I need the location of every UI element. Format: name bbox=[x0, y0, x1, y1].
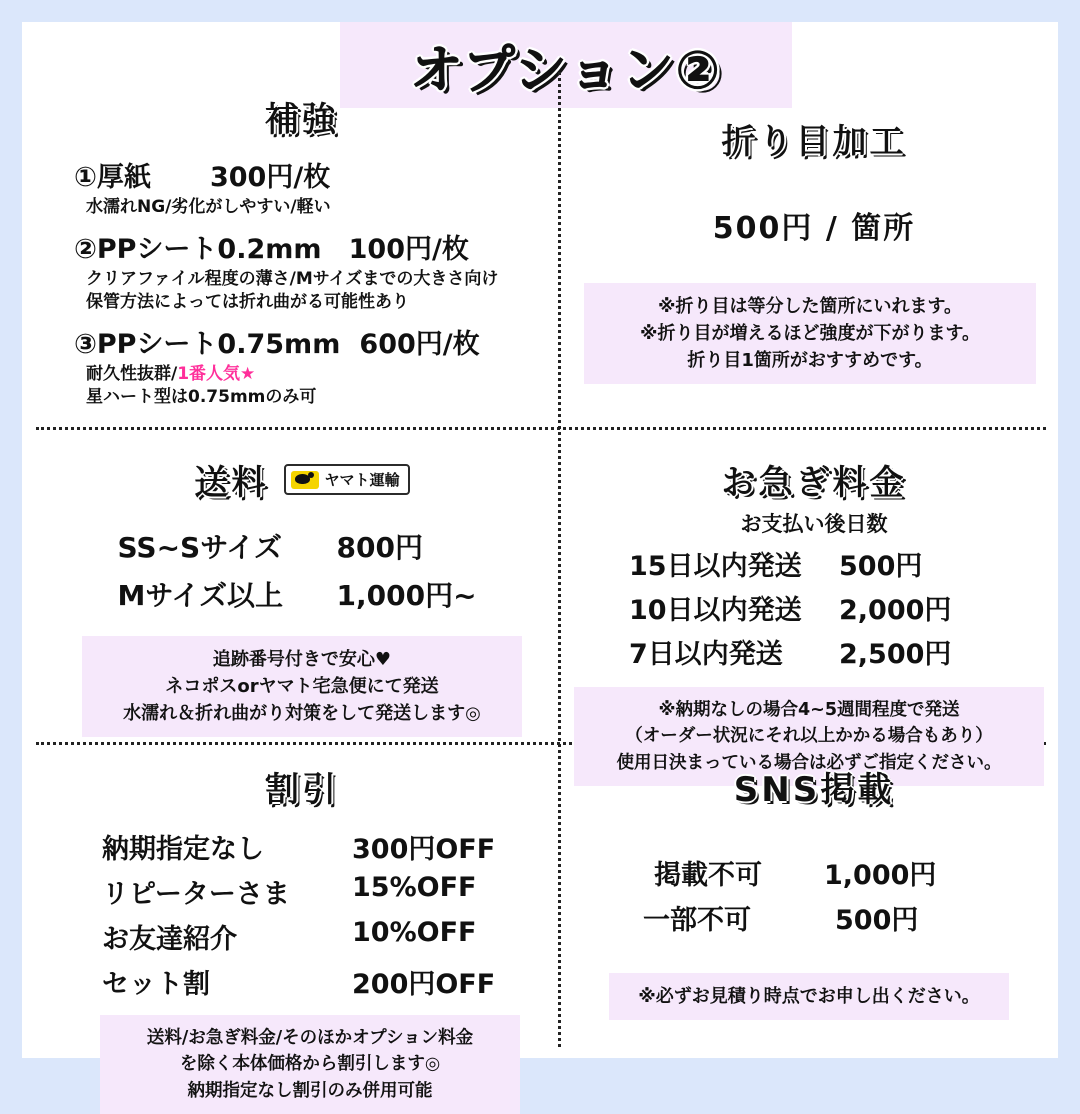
table-row bbox=[102, 917, 552, 956]
discount-label-2: リピーターさま bbox=[102, 879, 290, 910]
rush-label-3: 7日以内発送 bbox=[629, 639, 783, 670]
reinforcement-label-1: ①厚紙 bbox=[74, 162, 151, 193]
section-fold-processing bbox=[574, 92, 1054, 422]
section-discount bbox=[52, 750, 552, 1101]
reinforcement-notes-2 bbox=[74, 268, 552, 314]
discount-label-4: セット割 bbox=[102, 969, 210, 1000]
reinforcement-notes-3 bbox=[74, 363, 552, 409]
section-heading-discount: 割引 bbox=[265, 770, 339, 810]
rush-note-2: （オーダー状況にそれ以上かかる場合もあり） bbox=[625, 726, 993, 747]
rush-label-2: 10日以内発送 bbox=[629, 595, 802, 626]
discount-value-1: 300円OFF bbox=[352, 834, 496, 865]
sns-label-2: 一部不可 bbox=[643, 905, 751, 936]
discount-note-3: 納期指定なし割引のみ併用可能 bbox=[187, 1080, 433, 1101]
rush-value-2: 2,000円 bbox=[839, 595, 952, 626]
table-row bbox=[118, 574, 487, 614]
shipping-note-3: 水濡れ＆折れ曲がり対策をして発送します◎ bbox=[123, 703, 481, 724]
table-row bbox=[629, 588, 999, 627]
discount-value-2: 15%OFF bbox=[352, 872, 477, 903]
shipping-value-1: 800円 bbox=[336, 531, 423, 564]
table-row bbox=[654, 853, 974, 892]
popular-badge-text: 1番人気★ bbox=[177, 363, 256, 384]
shipping-label-2: Mサイズ以上 bbox=[117, 579, 284, 612]
vertical-divider bbox=[558, 72, 561, 1047]
section-heading-sns: SNS掲載 bbox=[733, 770, 895, 810]
sns-notes-box bbox=[609, 973, 1009, 1020]
shipping-note-1: 追跡番号付きで安心♥ bbox=[212, 649, 392, 670]
table-row bbox=[102, 827, 552, 866]
rush-value-3: 2,500円 bbox=[839, 639, 952, 670]
shipping-notes-box bbox=[82, 636, 522, 737]
section-reinforcement bbox=[52, 92, 552, 422]
section-rush-fee bbox=[574, 437, 1054, 773]
section-heading-shipping: 送料 bbox=[194, 463, 269, 503]
yamato-badge-label: ヤマト運輸 bbox=[324, 471, 400, 489]
rush-value-1: 500円 bbox=[839, 551, 923, 582]
rush-note-3: 使用日決まっている場合は必ずご指定ください。 bbox=[616, 752, 1002, 773]
fold-note-1: ※折り目は等分した箇所にいれます。 bbox=[657, 296, 963, 317]
sns-value-1: 1,000円 bbox=[824, 860, 937, 891]
discount-value-3: 10%OFF bbox=[352, 917, 477, 948]
section-heading-fold: 折り目加工 bbox=[721, 122, 907, 162]
discount-label-3: お友達紹介 bbox=[102, 924, 237, 955]
section-shipping bbox=[52, 437, 552, 737]
rush-label-1: 15日以内発送 bbox=[629, 551, 802, 582]
sns-rows bbox=[574, 853, 1054, 937]
page-title: オプション② bbox=[410, 40, 722, 101]
horizontal-divider-1 bbox=[36, 427, 1046, 430]
sns-label-1: 掲載不可 bbox=[654, 860, 762, 891]
table-row bbox=[629, 544, 999, 583]
rush-note-1: ※納期なしの場合4~5週間程度で発送 bbox=[658, 700, 960, 720]
section-heading-rush: お急ぎ料金 bbox=[721, 463, 907, 503]
shipping-heading-row bbox=[52, 455, 552, 504]
reinforcement-price-1: 300円/枚 bbox=[209, 162, 331, 193]
cat-icon bbox=[291, 471, 319, 489]
table-row bbox=[629, 632, 999, 671]
flyer-card bbox=[22, 22, 1058, 1101]
table-row bbox=[102, 962, 552, 1001]
reinforcement-note-1: 水濡れNG/劣化がしやすい/軽い bbox=[86, 197, 331, 217]
table-row bbox=[102, 872, 552, 911]
table-row bbox=[643, 898, 985, 937]
discount-notes-box bbox=[100, 1015, 520, 1114]
reinforcement-price-3: 600円/枚 bbox=[359, 328, 480, 360]
reinforcement-note-3a bbox=[86, 363, 552, 386]
sns-value-2: 500円 bbox=[835, 905, 919, 936]
rush-price-rows bbox=[574, 544, 1054, 671]
reinforcement-note-3a-text: 耐久性抜群/ bbox=[86, 363, 178, 384]
reinforcement-list bbox=[52, 155, 552, 409]
shipping-label-1: SS~Sサイズ bbox=[117, 531, 282, 564]
discount-rows bbox=[102, 827, 552, 1001]
discount-value-4: 200円OFF bbox=[352, 969, 496, 1000]
reinforcement-note-2b: 保管方法によっては折れ曲がる可能性あり bbox=[86, 291, 409, 312]
discount-label-1: 納期指定なし bbox=[102, 834, 264, 865]
table-row bbox=[118, 526, 487, 566]
reinforcement-note-2a: クリアファイル程度の薄さ/Mサイズまでの大きさ向け bbox=[86, 268, 499, 289]
reinforcement-label-3: ③PPシート0.75mm bbox=[74, 328, 341, 360]
shipping-price-rows bbox=[52, 526, 552, 614]
discount-note-1: 送料/お急ぎ料金/そのほかオプション料金 bbox=[146, 1028, 474, 1048]
fold-note-2: ※折り目が増えるほど強度が下がります。 bbox=[639, 323, 981, 344]
reinforcement-label-2: ②PPシート0.2mm bbox=[74, 233, 322, 265]
sns-note-1: ※必ずお見積り時点でお申し出ください。 bbox=[638, 986, 980, 1007]
list-item bbox=[74, 227, 552, 266]
shipping-value-2: 1,000円~ bbox=[336, 579, 477, 612]
list-item bbox=[74, 155, 552, 194]
fold-price: 500円 / 箇所 bbox=[712, 211, 916, 246]
yamato-carrier-badge bbox=[284, 464, 409, 495]
fold-notes-box bbox=[584, 283, 1036, 384]
discount-note-2: を除く本体価格から割引します◎ bbox=[179, 1054, 441, 1075]
shipping-note-2: ネコポスorヤマト宅急便にて発送 bbox=[165, 676, 439, 697]
fold-note-3: 折り目1箇所がおすすめです。 bbox=[687, 350, 933, 371]
rush-subheading: お支払い後日数 bbox=[740, 512, 888, 536]
section-heading-reinforcement: 補強 bbox=[265, 100, 339, 140]
section-sns-posting bbox=[574, 750, 1054, 1050]
reinforcement-price-2: 100円/枚 bbox=[348, 233, 469, 265]
reinforcement-note-3b: 星ハート型は0.75mmのみ可 bbox=[86, 386, 317, 407]
list-item bbox=[74, 322, 552, 361]
